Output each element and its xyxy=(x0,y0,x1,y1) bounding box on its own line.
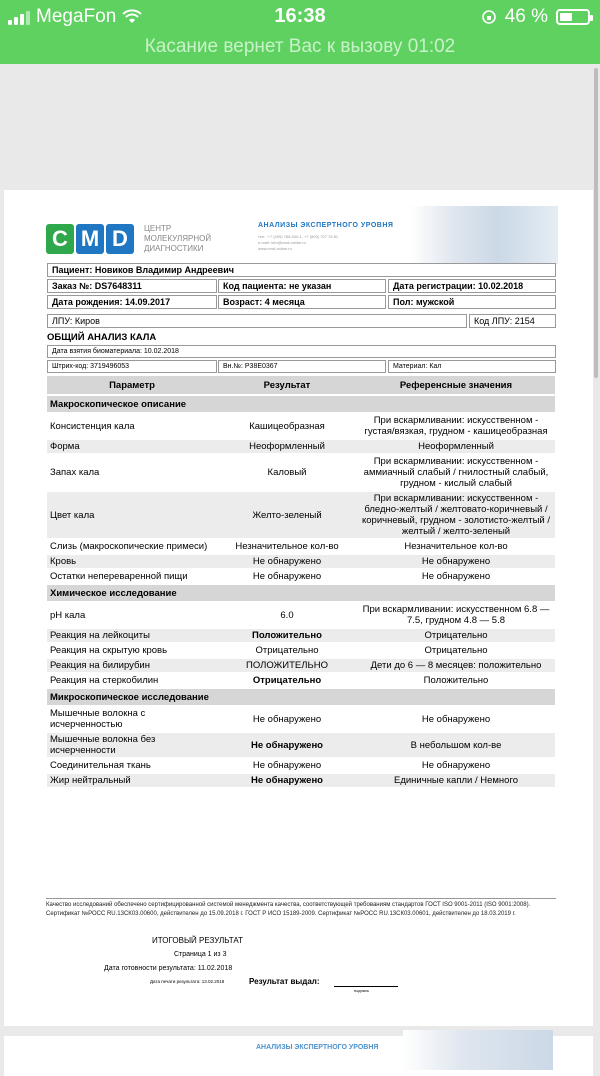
reference-cell: Отрицательно xyxy=(357,628,555,643)
reference-cell: Не обнаружено xyxy=(357,554,555,569)
reference-cell: Дети до 6 — 8 месяцев: положительно xyxy=(357,658,555,673)
reference-cell: При вскармливании: искусственном - бледно-желтый / желтовато-коричневый / коричневый, грудном - золотисто-желтый / желтый / желто-зеленый xyxy=(357,491,555,539)
org-line: ДИАГНОСТИКИ xyxy=(144,244,204,253)
result-cell: Желто-зеленый xyxy=(217,491,357,539)
org-line: МОЛЕКУЛЯРНОЙ xyxy=(144,234,212,243)
final-result-label: ИТОГОВЫЙ РЕЗУЛЬТАТ xyxy=(152,936,243,945)
internal-number: Вн.№: P38E0367 xyxy=(218,360,386,373)
param-cell: Запах кала xyxy=(47,454,217,491)
param-cell: Мышечные волокна без исчерченности xyxy=(47,732,217,758)
next-document-page xyxy=(4,1036,593,1076)
ready-date: Дата готовности результата: 11.02.2018 xyxy=(104,965,233,972)
status-bar xyxy=(0,0,600,64)
signature-label: подпись xyxy=(354,988,370,993)
result-cell: Не обнаружено xyxy=(217,554,357,569)
param-cell: Реакция на стеркобилин xyxy=(47,673,217,688)
document-page xyxy=(4,190,593,1026)
org-line: ЦЕНТР xyxy=(144,224,172,233)
reference-cell: Незначительное кол-во xyxy=(357,539,555,554)
param-cell: Остатки непереваренной пищи xyxy=(47,569,217,584)
contact-line: www.cmd-online.ru xyxy=(258,246,292,251)
result-cell: 6.0 xyxy=(217,602,357,628)
param-cell: Соединительная ткань xyxy=(47,758,217,773)
results-table xyxy=(47,376,555,789)
reference-cell: Отрицательно xyxy=(357,643,555,658)
section-header xyxy=(47,688,555,706)
lpu: ЛПУ: Киров xyxy=(47,314,467,328)
section-title: Микроскопическое исследование xyxy=(47,688,555,706)
result-cell: Каловый xyxy=(217,454,357,491)
status-right xyxy=(481,6,590,28)
result-cell: Не обнаружено xyxy=(217,569,357,584)
quality-note: Качество исследований обеспечено сертифицированной системой менеджмента качества, соответствующей требованиям стандартов ГОСТ ISO 9001-2011 (ISO 9001:2008). Сертификат №РОСС RU.13СК03.00600, действителен до 15.09.2018 г. ГОСТ Р ИСО 15189-2009. Сертификат №РОСС RU.13СК03.00601, действителен до 18.03.2019 г. xyxy=(46,898,556,919)
table-row xyxy=(47,454,555,491)
registration-date: Дата регистрации: 10.02.2018 xyxy=(388,279,556,293)
reference-cell: Единичные капли / Немного xyxy=(357,773,555,788)
reference-cell: При вскармливании: искусственном - аммиачный слабый / гнилостный слабый, грудном - кислый слабый xyxy=(357,454,555,491)
table-row xyxy=(47,673,555,688)
table-row xyxy=(47,413,555,439)
issued-by: Результат выдал: xyxy=(249,977,320,986)
section-header xyxy=(47,395,555,413)
next-tagline: АНАЛИЗЫ ЭКСПЕРТНОГО УРОВНЯ xyxy=(256,1044,379,1051)
reference-cell: При вскармливании: искусственном 6.8 — 7.5, грудном 4.8 — 5.8 xyxy=(357,602,555,628)
section-title: Химическое исследование xyxy=(47,584,555,602)
contact-line: e-mail: info@cmd-online.ru xyxy=(258,240,306,245)
table-row xyxy=(47,758,555,773)
result-cell: Отрицательно xyxy=(217,643,357,658)
result-cell: Кашицеобразная xyxy=(217,413,357,439)
test-title: ОБЩИЙ АНАЛИЗ КАЛА xyxy=(47,332,157,343)
result-cell: Положительно xyxy=(217,628,357,643)
param-cell: Цвет кала xyxy=(47,491,217,539)
table-row xyxy=(47,539,555,554)
table-header-row xyxy=(47,376,555,395)
tagline: АНАЛИЗЫ ЭКСПЕРТНОГО УРОВНЯ xyxy=(258,222,394,229)
reference-cell: При вскармливании: искусственном - густая/вязкая, грудном - кашицеобразная xyxy=(357,413,555,439)
param-cell: Реакция на лейкоциты xyxy=(47,628,217,643)
reference-cell: Положительно xyxy=(357,673,555,688)
page-number: Страница 1 из 3 xyxy=(174,951,227,958)
result-cell: Не обнаружено xyxy=(217,732,357,758)
clock: 16:38 xyxy=(274,5,326,27)
print-date: Дата печати результата: 13.02.2018 xyxy=(150,979,225,984)
reference-cell: Не обнаружено xyxy=(357,758,555,773)
signature-line xyxy=(334,986,398,987)
patient-name: Пациент: Новиков Владимир Андреевич xyxy=(47,263,556,277)
result-cell: Незначительное кол-во xyxy=(217,539,357,554)
battery-percent: 46 % xyxy=(504,6,548,27)
battery-icon xyxy=(556,9,590,25)
result-cell: Неоформленный xyxy=(217,439,357,454)
logo-letter: C xyxy=(46,224,74,254)
order-number: Заказ №: DS7648311 xyxy=(47,279,217,293)
param-cell: Жир нейтральный xyxy=(47,773,217,788)
carrier-name: MegaFon xyxy=(36,6,117,27)
reference-cell: Не обнаружено xyxy=(357,706,555,732)
age: Возраст: 4 месяца xyxy=(218,295,386,309)
lpu-code: Код ЛПУ: 2154 xyxy=(469,314,556,328)
result-cell: Не обнаружено xyxy=(217,706,357,732)
param-cell: Реакция на билирубин xyxy=(47,658,217,673)
table-row xyxy=(47,706,555,732)
param-cell: Реакция на скрытую кровь xyxy=(47,643,217,658)
reference-cell: Неоформленный xyxy=(357,439,555,454)
table-row xyxy=(47,732,555,758)
column-header: Параметр xyxy=(47,376,217,395)
sample-date: Дата взятия биоматериала: 10.02.2018 xyxy=(47,345,556,358)
lab-photo xyxy=(410,206,558,264)
next-lab-photo xyxy=(403,1030,553,1070)
param-cell: Форма xyxy=(47,439,217,454)
param-cell: Консистенция кала xyxy=(47,413,217,439)
section-header xyxy=(47,584,555,602)
barcode: Штрих-код: 3719496053 xyxy=(47,360,217,373)
result-cell: ПОЛОЖИТЕЛЬНО xyxy=(217,658,357,673)
birth-date: Дата рождения: 14.09.2017 xyxy=(47,295,217,309)
org-name xyxy=(144,224,211,254)
rotation-lock-icon xyxy=(481,9,497,25)
table-row xyxy=(47,628,555,643)
logo-letter: M xyxy=(76,224,104,254)
column-header: Референсные значения xyxy=(357,376,555,395)
param-cell: pH кала xyxy=(47,602,217,628)
scrollbar[interactable] xyxy=(594,68,598,378)
material: Материал: Кал xyxy=(388,360,556,373)
result-cell: Не обнаружено xyxy=(217,773,357,788)
reference-cell: В небольшом кол-ве xyxy=(357,732,555,758)
lab-header xyxy=(46,216,556,262)
cmd-logo xyxy=(46,224,134,254)
contact-line: тел.: +7 (495) 788-000-1, +7 (800) 707 76 81 xyxy=(258,234,339,239)
param-cell: Слизь (макроскопические примеси) xyxy=(47,539,217,554)
param-cell: Мышечные волокна с исчерченностью xyxy=(47,706,217,732)
table-row xyxy=(47,569,555,584)
result-cell: Отрицательно xyxy=(217,673,357,688)
patient-code: Код пациента: не указан xyxy=(218,279,386,293)
contacts xyxy=(258,234,338,252)
sex: Пол: мужской xyxy=(388,295,556,309)
table-row xyxy=(47,658,555,673)
table-row xyxy=(47,554,555,569)
return-to-call-banner[interactable]: Касание вернет Вас к вызову 01:02 xyxy=(144,36,456,57)
section-title: Макроскопическое описание xyxy=(47,395,555,413)
param-cell: Кровь xyxy=(47,554,217,569)
table-row xyxy=(47,439,555,454)
table-row xyxy=(47,491,555,539)
column-header: Результат xyxy=(217,376,357,395)
reference-cell: Не обнаружено xyxy=(357,569,555,584)
table-row xyxy=(47,773,555,788)
table-row xyxy=(47,602,555,628)
logo-letter: D xyxy=(106,224,134,254)
table-row xyxy=(47,643,555,658)
result-cell: Не обнаружено xyxy=(217,758,357,773)
